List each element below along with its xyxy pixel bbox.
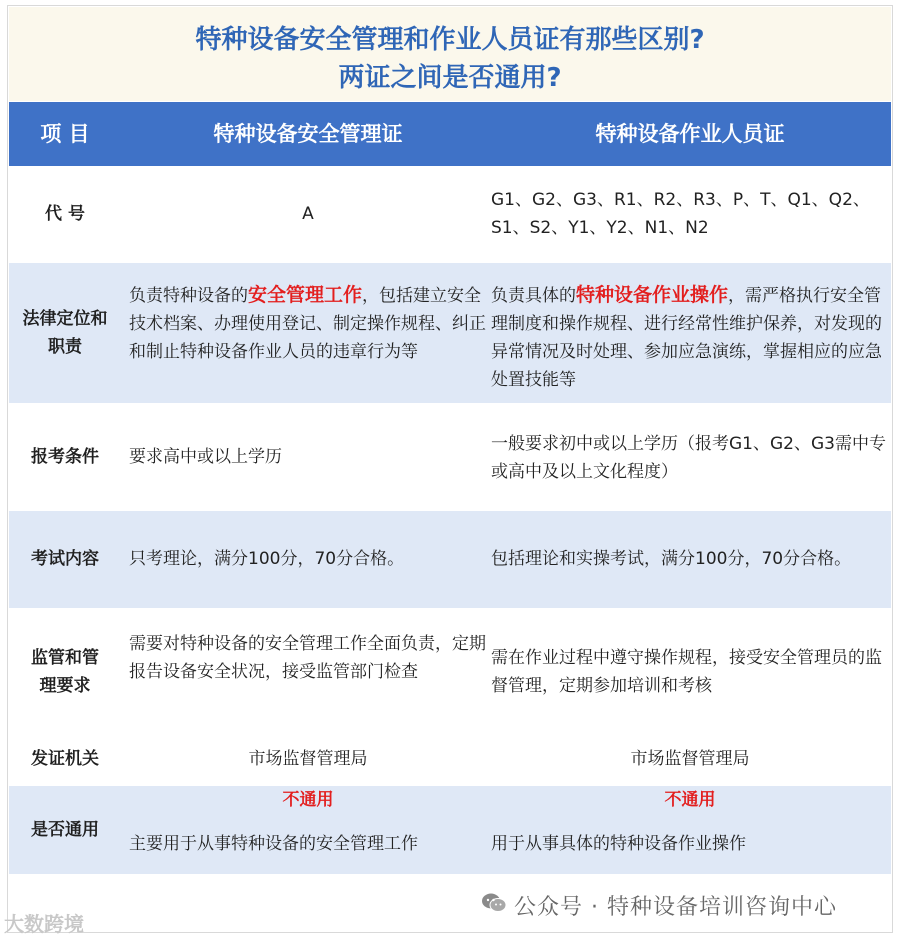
cell-op-issuer: 市场监督管理局: [630, 749, 750, 769]
row-label: 代 号: [45, 204, 85, 224]
row-label: 监管和管理要求: [31, 648, 99, 696]
header-mgmt-cert: 特种设备安全管理证: [213, 122, 403, 146]
cell-mgmt-exam-content: 只考理论，满分100分，70分合格。: [129, 549, 405, 569]
text: ，包括建立安全技术档案、办理使用登记、制定操作规程、纠正和制止特种设备作业人员的违章行为等: [129, 286, 486, 362]
cell-mgmt-exam-req: 要求高中或以上学历: [129, 447, 282, 467]
table-row-issuer: [9, 734, 891, 784]
wechat-icon: [481, 892, 507, 914]
page-title-line1: 特种设备安全管理和作业人员证有那些区别?: [195, 25, 705, 55]
page-title-line2: 两证之间是否通用?: [338, 63, 562, 93]
mgmt-not-general-flag: 不通用: [282, 790, 334, 810]
text: ，需严格执行安全管理制度和操作规程、进行经常性维护保养，对发现的异常情况及时处理、参加应急演练，掌握相应的应急处置技能等: [491, 286, 882, 390]
table-row-exam-req: [9, 405, 891, 509]
title-banner: [9, 7, 891, 101]
corner-watermark: 大数跨境: [4, 912, 84, 936]
highlight-text: 安全管理工作: [248, 284, 363, 306]
cell-op-exam-content: 包括理论和实操考试，满分100分，70分合格。: [491, 549, 852, 569]
table-row-code: [9, 167, 891, 261]
row-label: 考试内容: [31, 549, 99, 569]
cell-op-general: 用于从事具体的特种设备作业操作: [491, 834, 746, 854]
row-label: 法律定位和职责: [22, 309, 108, 357]
table-row-exam-content: [9, 511, 891, 608]
header-item: 项 目: [40, 122, 90, 146]
row-label: 是否通用: [31, 820, 99, 840]
cell-mgmt-legal: [129, 281, 487, 366]
table-row-legal: [9, 263, 891, 403]
row-label: 发证机关: [31, 749, 99, 769]
cell-mgmt-general: 主要用于从事特种设备的安全管理工作: [129, 834, 418, 854]
highlight-text: 特种设备作业操作: [576, 284, 729, 306]
watermark-text: 公众号 · 特种设备培训咨询中心: [514, 895, 837, 920]
cell-op-code: G1、G2、G3、R1、R2、R3、P、T、Q1、Q2、S1、S2、Y1、Y2、N1、N2: [491, 190, 870, 238]
table-header: [9, 102, 891, 166]
cell-op-supervision: 需在作业过程中遵守操作规程，接受安全管理员的监督管理，定期参加培训和考核: [491, 648, 882, 696]
header-operator-cert: 特种设备作业人员证: [595, 122, 785, 146]
row-label: 报考条件: [31, 447, 99, 467]
cell-op-exam-req: 一般要求初中或以上学历（报考G1、G2、G3需中专或高中及以上文化程度）: [491, 434, 886, 482]
table-row-supervision: [9, 610, 891, 732]
cell-mgmt-supervision: 需要对特种设备的安全管理工作全面负责，定期报告设备安全状况，接受监管部门检查: [129, 634, 486, 682]
table-row-general: [9, 786, 891, 874]
text: 负责具体的: [491, 286, 576, 306]
text: 负责特种设备的: [129, 286, 248, 306]
op-not-general-flag: 不通用: [664, 790, 716, 810]
cell-op-legal: [491, 281, 889, 394]
cell-mgmt-code: A: [302, 204, 314, 224]
cell-mgmt-issuer: 市场监督管理局: [248, 749, 368, 769]
